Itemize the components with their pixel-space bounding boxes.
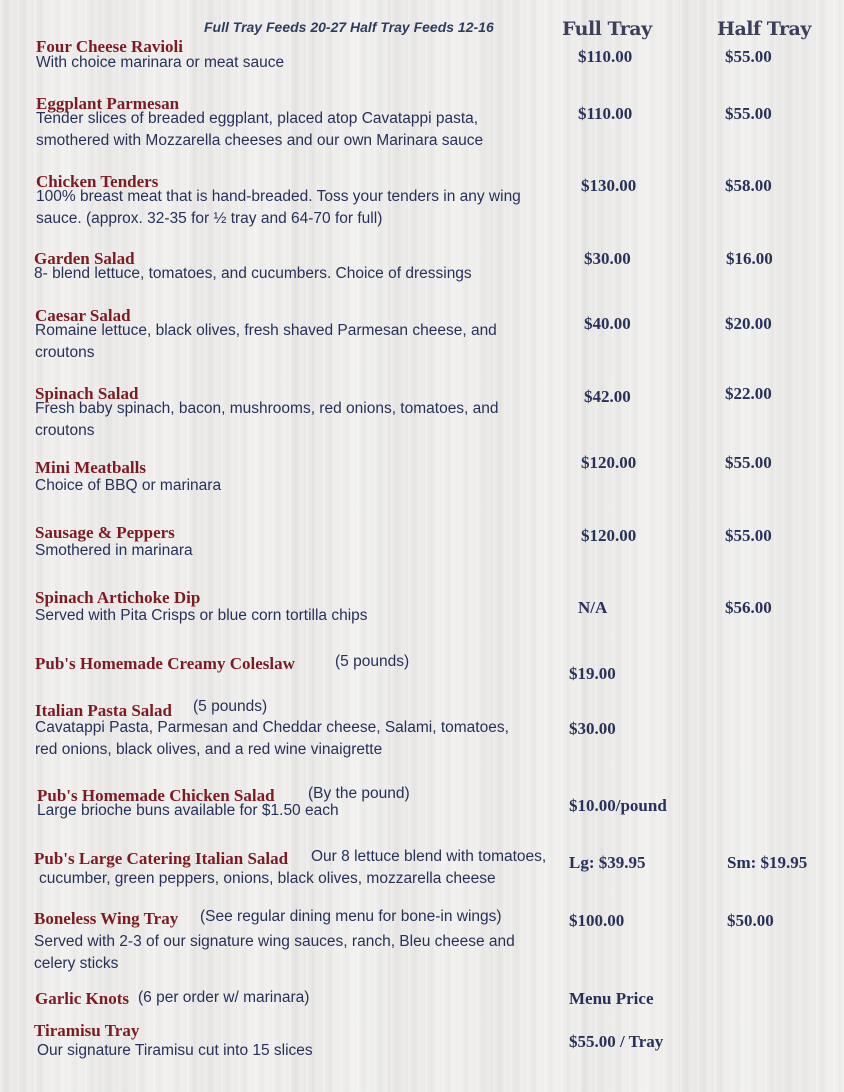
item-name: Caesar Salad: [35, 306, 131, 325]
item-name: Spinach Artichoke Dip: [35, 588, 201, 607]
half-tray-column-header: Half Tray: [717, 18, 811, 40]
item-description: Large brioche buns available for $1.50 each: [37, 802, 339, 819]
half-tray-price: Sm: $19.95: [727, 853, 808, 872]
item-name: Boneless Wing Tray: [34, 909, 179, 928]
item-name: Sausage & Peppers: [35, 523, 175, 542]
item-name: Pub's Homemade Chicken Salad: [37, 786, 275, 805]
item-name: Italian Pasta Salad: [35, 701, 172, 720]
full-tray-price: $110.00: [578, 47, 633, 66]
half-tray-price: $55.00: [725, 526, 772, 545]
full-tray-price: $30.00: [584, 249, 631, 268]
full-tray-column-header: Full Tray: [562, 18, 652, 40]
full-tray-price: $110.00: [578, 104, 633, 123]
item-name: Tiramisu Tray: [34, 1021, 140, 1040]
item-name: Spinach Salad: [35, 384, 139, 403]
item-note: (5 pounds): [193, 698, 268, 715]
item-description: Served with Pita Crisps or blue corn tortilla chips: [35, 607, 368, 624]
item-description: cucumber, green peppers, onions, black olives, mozzarella cheese: [39, 870, 496, 887]
item-description: Choice of BBQ or marinara: [35, 477, 222, 494]
item-name: Garlic Knots: [35, 989, 129, 1008]
full-tray-price: $10.00/pound: [569, 796, 667, 815]
full-tray-price: $55.00 / Tray: [569, 1032, 664, 1051]
item-note: (6 per order w/ marinara): [138, 989, 310, 1006]
item-description: Fresh baby spinach, bacon, mushrooms, red onions, tomatoes, and croutons: [35, 400, 499, 439]
item-description: Cavatappi Pasta, Parmesan and Cheddar cheese, Salami, tomatoes, red onions, black olives, and a red wine vinaigrette: [35, 719, 509, 758]
full-tray-price: $40.00: [584, 314, 631, 333]
full-tray-price: $120.00: [581, 526, 637, 545]
item-name: Eggplant Parmesan: [36, 94, 180, 113]
item-description: 100% breast meat that is hand-breaded. Toss your tenders in any wing sauce. (approx. 32-35 for ½ tray and 64-70 for full): [36, 188, 521, 227]
tray-feeds-note: Full Tray Feeds 20-27 Half Tray Feeds 12-16: [204, 19, 494, 35]
half-tray-price: $22.00: [725, 384, 772, 403]
full-tray-price: $130.00: [581, 176, 637, 195]
half-tray-price: $56.00: [725, 598, 772, 617]
full-tray-price: $100.00: [569, 911, 625, 930]
item-name: Mini Meatballs: [35, 458, 146, 477]
full-tray-price: $42.00: [584, 387, 631, 406]
item-note: (5 pounds): [335, 653, 410, 670]
half-tray-price: $50.00: [727, 911, 774, 930]
half-tray-price: $55.00: [725, 104, 772, 123]
full-tray-price: $30.00: [569, 719, 616, 738]
half-tray-price: $58.00: [725, 176, 772, 195]
item-description: Served with 2-3 of our signature wing sauces, ranch, Bleu cheese and celery sticks: [34, 933, 515, 972]
item-note: (By the pound): [308, 785, 410, 802]
half-tray-price: $20.00: [725, 314, 772, 333]
full-tray-price: N/A: [578, 598, 608, 617]
item-note: Our 8 lettuce blend with tomatoes,: [311, 848, 547, 865]
half-tray-price: $55.00: [725, 47, 772, 66]
item-description: Smothered in marinara: [35, 542, 193, 559]
item-description: With choice marinara or meat sauce: [36, 54, 285, 71]
full-tray-price: Menu Price: [569, 989, 654, 1008]
half-tray-price: $55.00: [725, 453, 772, 472]
full-tray-price: $19.00: [569, 664, 616, 683]
item-name: Chicken Tenders: [36, 172, 159, 191]
full-tray-price: $120.00: [581, 453, 637, 472]
item-description: Tender slices of breaded eggplant, placed atop Cavatappi pasta, smothered with Mozzarella cheeses and our own Marinara sauce: [36, 110, 484, 149]
item-description: Romaine lettuce, black olives, fresh shaved Parmesan cheese, and croutons: [35, 322, 497, 361]
half-tray-price: $16.00: [726, 249, 773, 268]
item-name: Four Cheese Ravioli: [36, 37, 184, 56]
item-note: (See regular dining menu for bone-in wings): [200, 908, 502, 925]
item-name: Pub's Homemade Creamy Coleslaw: [35, 654, 295, 673]
item-description: Our signature Tiramisu cut into 15 slices: [37, 1042, 313, 1059]
item-name: Garden Salad: [34, 249, 135, 268]
full-tray-price: Lg: $39.95: [569, 853, 646, 872]
item-name: Pub's Large Catering Italian Salad: [34, 849, 289, 868]
item-description: 8- blend lettuce, tomatoes, and cucumbers. Choice of dressings: [34, 265, 472, 282]
